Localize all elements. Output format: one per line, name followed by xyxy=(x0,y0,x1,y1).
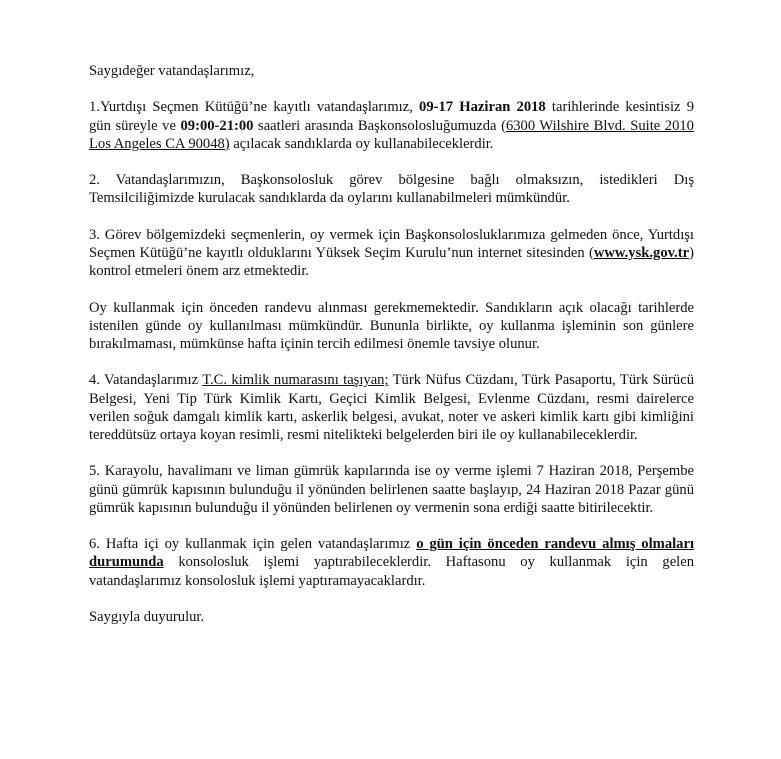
p1-text-b: tarihlerinde kesintisiz 9 gün süreyle ve xyxy=(89,99,694,134)
paragraph-5-customs-gates xyxy=(89,462,694,517)
p1-hours: 09:00-21:00 xyxy=(180,117,254,134)
consulate-address: 6300 Wilshire Blvd. Suite 2010 Los Angeles CA 90048) xyxy=(89,117,694,152)
p4-text: Oy kullanmak için önceden randevu alınması gerekmemektedir. Sandıkların açık olacağı tarihlerde istenilen günde oy kullanılması mümkündür. Bununla birlikte, oy kullanma işleminin son günlere bırakılmaması, mümkünse hafta içinin tercih edilmesi önemle tavsiye olunur. xyxy=(89,299,694,352)
id-number-requirement: T.C. kimlik numarasını taşıyan; xyxy=(202,372,389,389)
p6-text: 5. Karayolu, havalimanı ve liman gümrük kapılarında ise oy verme işlemi 7 Haziran 2018, Perşembe günü gümrük kapısının bulunduğu il yönünden belirlenen saatte başlayıp, 24 Haziran 2018 Pazar günü gümrük kapısının bulunduğu il yönünden belirlenen oy vermenin sona erdiği saatte bitirilecektir. xyxy=(89,463,694,516)
p1-text-c: saatleri arasında Başkonsolosluğumuzda ( xyxy=(253,117,506,134)
p7-text-a: 6. Hafta içi oy kullanmak için gelen vatandaşlarımız xyxy=(89,536,417,553)
ysk-website-link[interactable]: www.ysk.gov.tr xyxy=(593,244,690,261)
announcement-document xyxy=(89,62,694,626)
closing xyxy=(89,608,694,626)
greeting-text: Saygıdeğer vatandaşlarımız, xyxy=(89,63,255,79)
p1-dates: 09-17 Haziran 2018 xyxy=(419,99,546,116)
p7-text-b: konsolosluk işlemi yaptırabileceklerdir. Haftasonu oy kullanmak için gelen vatandaşlarımız konsolosluk işlemi yaptıramayacaklardır. xyxy=(89,554,694,589)
p2-text: 2. Vatandaşlarımızın, Başkonsolosluk görev bölgesine bağlı olmaksızın, istedikleri Dış Temsilciliğimizde kurulacak sandıklarda da oylarını kullanabilmeleri mümkündür. xyxy=(89,172,694,207)
appointment-requirement: o gün için önceden randevu almış olmaları durumunda xyxy=(89,536,695,571)
p3-text-a: 3. Görev bölgemizdeki seçmenlerin, oy vermek için Başkonsolosluklarımıza gelmeden önce, Yurtdışı Seçmen Kütüğü’ne kayıtlı olduklarını Yüksek Seçim Kurulu’nun internet sitesinden ( xyxy=(89,226,694,261)
p1-text-a: 1.Yurtdışı Seçmen Kütüğü’ne kayıtlı vatandaşlarımız, xyxy=(89,99,420,116)
p5-text-a: 4. Vatandaşlarımız xyxy=(89,372,203,389)
greeting xyxy=(89,62,694,80)
p5-text-b: Türk Nüfus Cüzdanı, Türk Pasaportu, Türk Sürücü Belgesi, Yeni Tip Türk Kimlik Kartı, Geçici Kimlik Belgesi, Evlenme Cüzdanı, resmi dairelerce verilen soğuk damgalı kimlik kartı, askerlik belgesi, avukat, noter ve askeri kimlik kartı gibi kimliğini tereddütsüz ortaya koyan resimli, resmi nitelikteki belgelerden biri ile oy kullanabileceklerdir. xyxy=(89,372,694,443)
paragraph-4-identity-documents xyxy=(89,371,694,444)
paragraph-1-ballot-dates xyxy=(89,98,694,153)
p3-text-b: ) kontrol etmeleri önem arz etmektedir. xyxy=(89,244,694,280)
paragraph-6-consular-services xyxy=(89,535,694,590)
p1-text-d: açılacak sandıklarda oy kullanabileceklerdir. xyxy=(229,135,494,152)
paragraph-3-registry-check xyxy=(89,226,694,281)
paragraph-appointment-info xyxy=(89,299,694,354)
paragraph-2-any-mission xyxy=(89,171,694,207)
closing-text: Saygıyla duyurulur. xyxy=(89,608,205,625)
